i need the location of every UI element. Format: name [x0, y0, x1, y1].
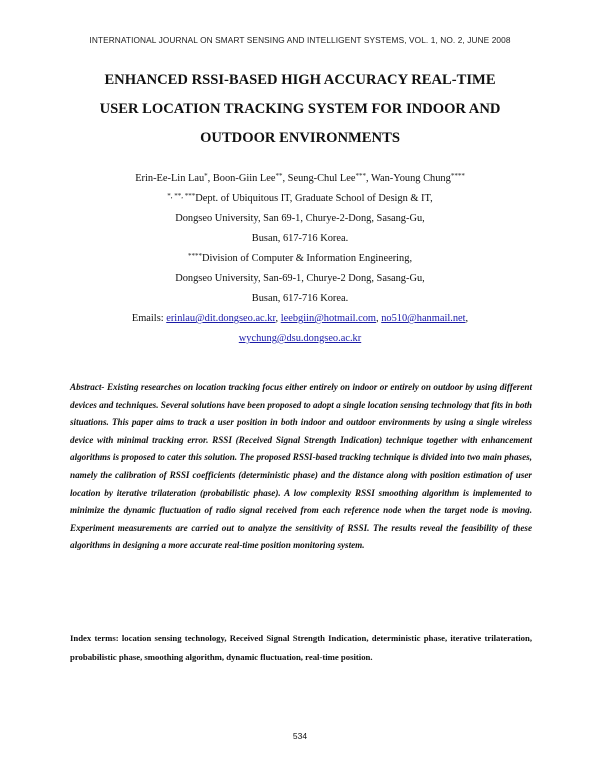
page-number: 534: [292, 731, 308, 741]
affiliation-line: Dongseo University, San-69-1, Churye-2 Dong, Sasang-Gu,: [175, 273, 425, 284]
running-header: INTERNATIONAL JOURNAL ON SMART SENSING AND INTELLIGENT SYSTEMS, VOL. 1, NO. 2, JUNE 2008: [89, 35, 511, 45]
email-link[interactable]: erinlau@dit.dongseo.ac.kr: [166, 313, 276, 324]
email-line: Emails: erinlau@dit.dongseo.ac.kr, leebgiin@hotmail.com, no510@hanmail.net,: [131, 313, 469, 324]
email-link[interactable]: wychung@dsu.dongseo.ac.kr: [238, 333, 362, 344]
email-link[interactable]: leebgiin@hotmail.com: [280, 313, 376, 324]
affiliation-mark: ****: [187, 252, 202, 260]
affiliation-text: Dept. of Ubiquitous IT, Graduate School of Design & IT,: [195, 193, 433, 204]
author-name: Wan-Young Chung: [371, 173, 451, 184]
author-name: Seung-Chul Lee: [287, 173, 356, 184]
emails-label: Emails:: [131, 313, 164, 324]
title-line: USER LOCATION TRACKING SYSTEM FOR INDOOR AND: [99, 101, 501, 117]
affiliation-line: [60, 249, 540, 269]
paper-title: [60, 66, 540, 153]
author-separator: ,: [207, 173, 213, 184]
author-separator: ,: [282, 173, 288, 184]
affiliation-line: Dongseo University, San 69-1, Churye-2-Dong, Sasang-Gu,: [175, 213, 425, 224]
author-mark: ****: [450, 172, 465, 180]
author-list: [60, 169, 540, 189]
index-terms: Index terms: location sensing technology, Received Signal Strength Indication, deterministic phase, iterative trilateration, probabilistic phase, smoothing algorithm, dynamic fluctuation, real-time position.: [70, 633, 532, 662]
title-line: ENHANCED RSSI-BASED HIGH ACCURACY REAL-TIME: [104, 72, 496, 88]
author-mark: *: [204, 172, 208, 180]
affiliation-text: Division of Computer & Information Engineering,: [201, 253, 413, 264]
author-name: Boon-Giin Lee: [212, 173, 276, 184]
author-mark: ***: [355, 172, 366, 180]
affiliation-line: Busan, 617-716 Korea.: [251, 293, 349, 304]
author-block: [60, 169, 540, 349]
affiliation-mark: *, **, ***: [167, 192, 196, 200]
author-name: Erin-Ee-Lin Lau: [135, 173, 205, 184]
title-line: OUTDOOR ENVIRONMENTS: [200, 130, 400, 146]
email-link[interactable]: no510@hanmail.net: [381, 313, 466, 324]
abstract: Abstract- Existing researches on location tracking focus either entirely on indoor or entirely on outdoor by using different devices and techniques. Several solutions have been proposed to adopt a single location sensing technology that fits in both situations. This paper aims to track a user position in both indoor and outdoor environments by using a single wireless device with minimal tracking error. RSSI (Received Signal Strength Indication) technique together with enhancement algorithms is proposed to cater this solution. The proposed RSSI-based tracking technique is divided into two main phases, namely the calibration of RSSI coefficients (deterministic phase) and the distance along with position estimation of user location by iterative trilateration (probabilistic phase). A low complexity RSSI smoothing algorithm is implemented to minimize the dynamic fluctuation of radio signal received from each reference node when the target node is moving. Experiment measurements are carried out to analyze the sensitivity of RSSI. The results reveal the feasibility of these algorithms in designing a more accurate real-time position monitoring system.: [70, 382, 532, 551]
author-separator: ,: [366, 173, 372, 184]
email-line: [60, 329, 540, 349]
affiliation-line: Busan, 617-716 Korea.: [251, 233, 349, 244]
affiliation-line: [60, 189, 540, 209]
author-mark: **: [275, 172, 283, 180]
